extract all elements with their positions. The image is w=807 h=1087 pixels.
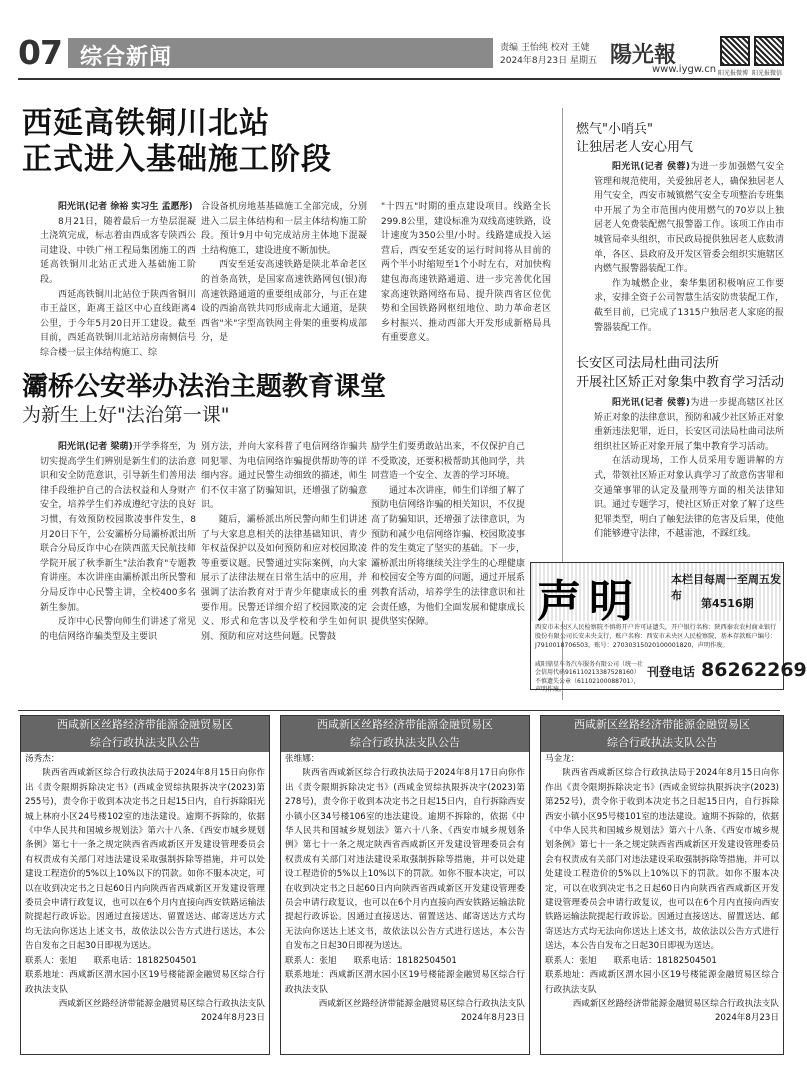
qr-code-wechat-icon [754, 36, 784, 66]
ad-phone-label: 刊登电话 [647, 665, 696, 679]
ad-slogan: 本栏目每周一至周五发布 [671, 573, 781, 602]
header-rule [18, 78, 780, 80]
ad-issue: 第4516期 [701, 597, 754, 610]
notice-sign: 西咸新区丝路经济带能源金融贸易区综合行政执法支队 [572, 998, 779, 1009]
notice-date: 2024年8月23日 [714, 1013, 779, 1024]
article2-byline: 阳光讯(记者 梁萌) [58, 442, 133, 452]
ad-small-text: 西安市未央区人民检察院不慎将开户许可证遗失，开户银行名称：陕西秦农农村商业银行股份有限公司长安未央支行，账户名称：西安市未央区人民检察院，基本存款账户编号：J7910018706503，账号：27030315020100001820，声明作废。 [535, 624, 777, 649]
sidebar1-byline: 阳光讯(记者 侯蓉) [612, 162, 690, 172]
notice-date: 2024年8月23日 [200, 1013, 265, 1024]
notice-header: 西咸新区丝路经济带能源金融贸易区 综合行政执法支队公告 [541, 716, 783, 752]
article1-col1: 阳光讯(记者 徐裕 实习生 孟愿彤) 8月21日，随着最后一方垫层混凝土浇筑完成，标志着由西成客专陕西公司建设、中铁广州工程局集团施工的西延高铁铜川北站正式进入基础施工阶段。 西延高铁铜川北站位于陕西省铜川市王益区，距离王益区中心直线距离4公里，于今年5月20日开工建设。截至目前，西延高铁铜川北站站房南侧信号综合楼一层主体结构施工、综 [40, 202, 196, 358]
sidebar2-title: 长安区司法局杜曲司法所 开展社区矫正对象集中教育学习活动 [576, 356, 785, 390]
notice-body: 马金龙： 陕西省西咸新区综合行政执法局于2024年8月15日向你作出《责令限期拆除决定书》(西咸金贸综执限拆决字(2023)第252号)，责令你于收到本决定书之日起15日内，自行拆除西安小镇小区95号楼101室的违法建设。逾期不拆除的，依据《中华人民共和国城乡规划法》第六十八条、《西安市城乡规划条例》第七十一条之规定陕西省西咸新区开发建设管理委员会有权责成有关部门对违法建设采取强制拆除等措施，并可以处建设工程造价的5%以上10%以下的罚款。如你不服本决定，可以在收到决定书之日起60日内向陕西省西咸新区开发建设管理委员会申请行政复议，也可以在6个月内直接向西安铁路运输法院提起行政诉讼。因通过直接送达、留置送达、邮寄送达方式均无法向你送达上述文书，故依法以公告方式进行送达，本公告自发布之日起30日即视为送达。 联系人：张旭 联系电话：18182504501 联系地址：西咸新区渭水园小区19号楼能源金融贸易区综合行政执法支队 西咸新区丝路经济带能源金融贸易区综合行政执法支队 2024年8月23日 [541, 752, 783, 1026]
sidebar1-kicker: 燃气"小哨兵" [576, 122, 653, 137]
article2-col1: 阳光讯(记者 梁萌)开学季将至，为切实提高学生们辨别是新生们的法治意识和安全防范意识，引导新生们善用法律手段维护自己的合法权益和人身财产安全，培养学生们养成遵纪守法的良好习惯，有效预防校园欺凌事件发生，8月20日下午，公安灞桥分局灞桥派出所联合分局反诈中心在陕西蓝天民航技师学院开展了秋季新生"法治教育"专题教育讲座。本次讲座由灞桥派出所民警和分局反诈中心民警主讲，全校400多名新生参加。 反诈中心民警向师生们讲述了常见的电信网络诈骗类型及主要识 [40, 442, 196, 642]
notice-body: 张维娜： 陕西省西咸新区综合行政执法局于2024年8月17日向你作出《责令限期拆除决定书》(西咸金贸综执限拆决字(2023)第278号)，责令你于收到本决定书之日起15日内，自行拆除西安小镇小区34号楼106室的违法建设。逾期不拆除的，依据《中华人民共和国城乡规划法》第六十八条、《西安市城乡规划条例》第七十一条之规定陕西省西咸新区开发建设管理委员会有权责成有关部门对违法建设采取强制拆除等措施，并可以处建设工程造价的5%以上10%以下的罚款。如你不服本决定，可以在收到决定书之日起60日内向陕西省西咸新区开发建设管理委员会申请行政复议，也可以在6个月内直接向西安铁路运输法院提起行政诉讼。因通过直接送达、留置送达、邮寄送达方式均无法向你送达上述文书，故依法以公告方式进行送达，本公告自发布之日起30日即视为送达。 联系人：张旭 联系电话：18182504501 联系地址：西咸新区渭水园小区19号楼能源金融贸易区综合行政执法支队 西咸新区丝路经济带能源金融贸易区综合行政执法支队 2024年8月23日 [281, 752, 529, 1026]
legal-notice-1 [20, 715, 270, 1055]
article1-col3: "十四五"时期的重点建设项目。线路全长299.8公里，建设标准为双线高速铁路，设计速度为350公里/小时。线路建成投入运营后，西安至延安的运行时间将从目前的两个半小时缩短至1个小时左右，对加快构建包海高速铁路通道、进一步完善优化国家高速铁路网络布局、提升陕西省区位优势和全国铁路网枢纽地位、助力革命老区乡村振兴、推动西部大开发形成新格局具有重要意义。 [381, 202, 551, 344]
notice-ad-box [530, 562, 807, 694]
editor-line: 责编 王怡纯 校对 王婕 [500, 43, 590, 53]
ad-title: 声明 [537, 576, 641, 627]
section-rule [18, 710, 780, 711]
notice-addressee: 马金龙： [545, 754, 580, 764]
sidebar2-byline: 阳光讯(记者 侯蓉) [612, 398, 690, 408]
qr-caption-weibo: 阳光报微博 [718, 70, 749, 77]
notice-sign: 西咸新区丝路经济带能源金融贸易区综合行政执法支队 [58, 998, 265, 1009]
notice-addressee: 张维娜： [285, 754, 320, 764]
notice-contact: 联系人：张旭 联系电话：18182504501 [285, 955, 457, 966]
notice-address: 联系地址：西咸新区渭水园小区19号楼能源金融贸易区综合行政执法支队 [545, 970, 779, 995]
article2-title: 灞桥公安举办法治主题教育课堂 [22, 372, 387, 402]
notice-contact: 联系人：张旭 联系电话：18182504501 [545, 955, 717, 966]
sidebar2-body: 阳光讯(记者 侯蓉)为进一步提高辖区社区矫正对象的法律意识，预防和减少社区矫正对象重新违法犯罪，近日，长安区司法局杜曲司法所组织社区矫正对象开展了集中教育学习活动。 在活动现场，工作人员采用专题讲解的方式，带领社区矫正对象认真学习了故意伤害罪和交通肇事罪的认定及量刑等方面的相关法律知识。通过专题学习，使社区矫正对象了解了这些犯罪类型，明白了触犯法律的危害及后果，使他们能够遵守法律，不越雷池，不踩红线。 [594, 398, 784, 540]
notice-contact: 联系人：张旭 联系电话：18182504501 [25, 955, 197, 966]
article1-title: 西延高铁铜川北站 正式进入基础施工阶段 [22, 106, 332, 177]
section-title: 综合新闻 [80, 45, 173, 70]
notice-header: 西咸新区丝路经济带能源金融贸易区 综合行政执法支队公告 [281, 716, 529, 752]
newspaper-logo: 陽光報 [610, 42, 677, 68]
notice-date: 2024年8月23日 [460, 1013, 525, 1024]
ad-phone: 86262269 [701, 659, 807, 681]
article1-byline: 阳光讯(记者 徐裕 实习生 孟愿彤) [58, 202, 193, 212]
qr-code-weibo-icon [720, 36, 750, 66]
notice-address: 联系地址：西咸新区渭水园小区19号楼能源金融贸易区综合行政执法支队 [285, 970, 525, 995]
site-url[interactable]: www.iygw.cn [652, 64, 717, 75]
notice-body: 汤秀杰： 陕西省西咸新区综合行政执法局于2024年8月15日向你作出《责令限期拆除决定书》(西咸金贸综执限拆决字(2023)第255号)，责令你于收到本决定书之日起15日内，自行拆除阳光城上林府小区24号楼102室的违法建设。逾期不拆除的，依据《中华人民共和国城乡规划法》第六十八条、《西安市城乡规划条例》第七十一条之规定陕西省西咸新区开发建设管理委员会有权责成有关部门对违法建设采取强制拆除等措施，并可以处建设工程造价的5%以上10%以下的罚款。如你不服本决定，可以在收到决定书之日起60日内向陕西省西咸新区开发建设管理委员会申请行政复议，也可以在6个月内直接向西安铁路运输法院提起行政诉讼。因通过直接送达、留置送达、邮寄送达方式均无法向你送达上述文书，故依法以公告方式进行送达，本公告自发布之日起30日即视为送达。 联系人：张旭 联系电话：18182504501 联系地址：西咸新区渭水园小区19号楼能源金融贸易区综合行政执法支队 西咸新区丝路经济带能源金融贸易区综合行政执法支队 2024年8月23日 [21, 752, 269, 1026]
article2-col3: 励学生们要勇敢站出来，不仅保护自己不受欺凌，还要积极帮助其他同学，共同营造一个安全、友善的学习环境。 通过本次讲座，师生们详细了解了预防电信网络诈骗的相关知识，不仅提高了防骗知识，还增强了法律意识，为预防和减少电信网络诈骗、校园欺凌事件的发生奠定了坚实的基础。下一步，灞桥派出所将继续关注学生的心理健康和校园安全等方面的问题，通过开展系列教育活动，培养学生的法律意识和社会责任感，为他们全面发展和健康成长提供坚实保障。 [371, 442, 525, 628]
ad-small-text2: 咸阳鼎星车务汽车服务有限公司（统一社会信用代码916110213387528160）不慎遗失公章（61102100088701），声明作废。 [535, 661, 644, 694]
article2-subtitle: 为新生上好"法治第一课" [22, 404, 230, 426]
sidebar1-title: 让独居老人安心用气 [576, 140, 694, 155]
qr-caption-wechat: 阳光报微信 [752, 70, 783, 77]
notice-addressee: 汤秀杰： [25, 754, 60, 764]
notice-header: 西咸新区丝路经济带能源金融贸易区 综合行政执法支队公告 [21, 716, 269, 752]
notice-address: 联系地址：西咸新区渭水园小区19号楼能源金融贸易区综合行政执法支队 [25, 970, 265, 995]
notice-sign: 西咸新区丝路经济带能源金融贸易区综合行政执法支队 [318, 998, 525, 1009]
legal-notice-2 [280, 715, 530, 1055]
sidebar1-body: 阳光讯(记者 侯蓉)为进一步加强燃气安全管理和规范使用，关爱独居老人，确保独居老人用气安全，西安市城镇燃气安全专项整治专班集中开展了为全市范围内使用燃气的70岁以上独居老人免费装配燃气报警器工作。该项工作由市城管局牵头组织，市民政局提供独居老人底数清单，各区、县政府及开发区管委会组织实施辖区内燃气报警器装配工作。 作为城燃企业，秦华集团积极响应工作要求，安排全资子公司智慧生活安防贵装配工作，截至目前，已完成了1315户独居老人家庭的报警器装配工作。 [594, 162, 784, 333]
article1-col2: 合设备机房地基基础施工全部完成，分别进入二层主体结构和一层主体结构施工阶段。预计9月中旬完成站房主体地下混凝土结构施工，建设进度不断加快。 西安至延安高速铁路是陕北革命老区的首条高铁，是国家高速铁路网包(银)海高速铁路通道的重要组成部分，与正在建设的西渝高铁共同形成南北大通道，是陕西省"米"字型高铁网主骨架的重要构成部分，是 [201, 202, 367, 344]
date-line: 2024年8月23日 星期五 [500, 56, 597, 66]
editor-meta [500, 42, 597, 68]
page-number: 07 [18, 33, 62, 72]
article2-col2: 别方法，并向大家科普了电信网络诈骗共同犯罪、为电信网络诈骗提供帮助等的详细内容。通过民警生动细致的描述，师生们不仅丰富了防骗知识，还增强了防骗意识。 随后，灞桥派出所民警向师生们讲述了与大家息息相关的法律基础知识、青少年权益保护以及如何预防和应对校园欺凌等重要议题。民警通过实际案例，向大家展示了法律法规在日常生活中的应用，并强调了法治教育对于青少年健康成长的重要作用。民警还详细介绍了校园欺凌的定义、形式和危害以及学校和学生如何识别、预防和应对这些问题。民警鼓 [201, 442, 367, 642]
legal-notice-3 [540, 715, 784, 1055]
